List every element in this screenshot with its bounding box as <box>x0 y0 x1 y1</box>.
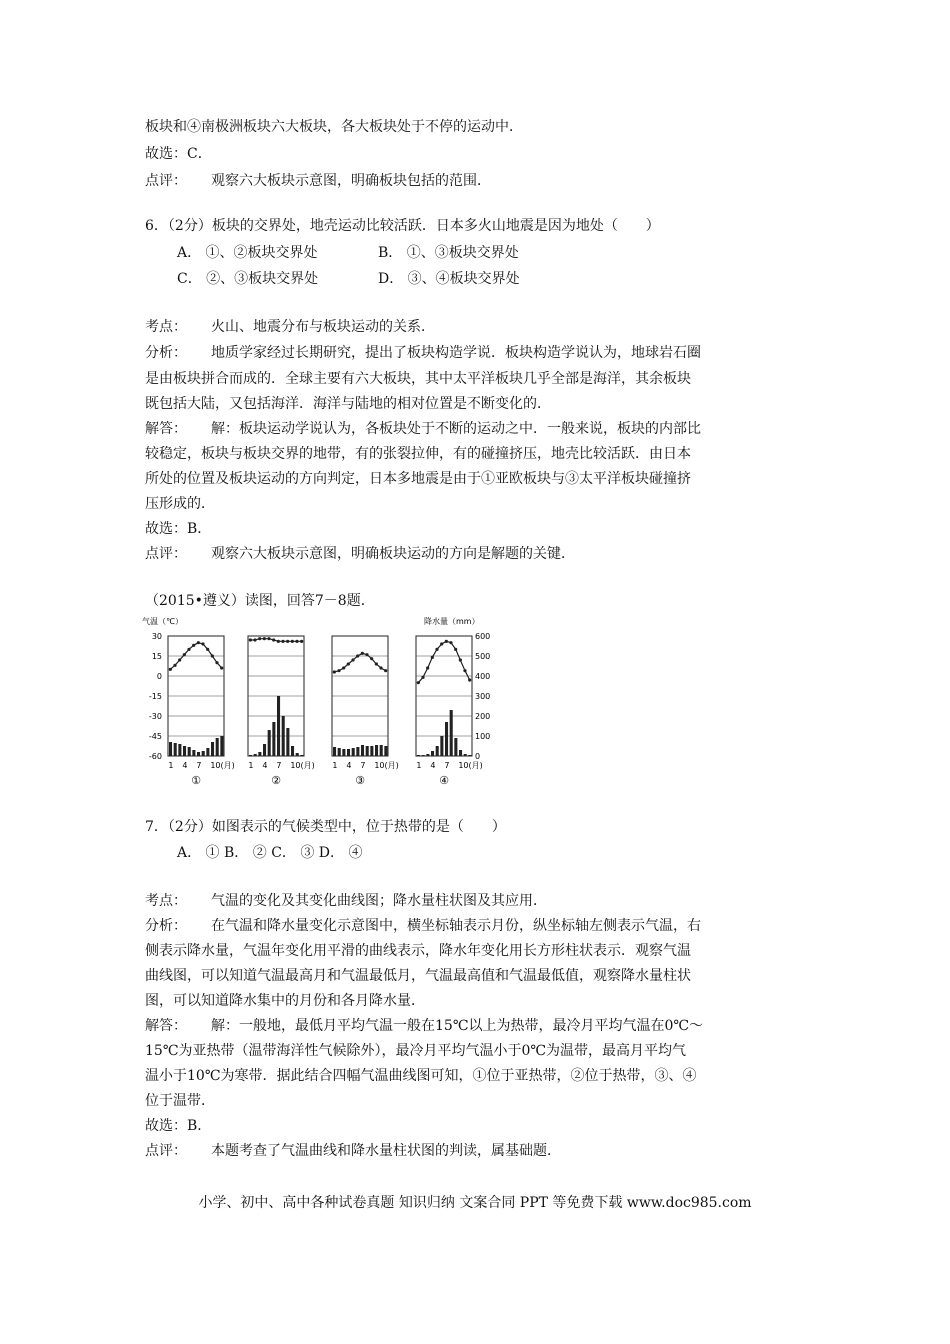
fenxi-text: 地质学家经过长期研究，提出了板块构造学说．板块构造学说认为，地球岩石圈 <box>211 345 701 361</box>
precip-bar <box>183 746 186 756</box>
month-tick-label: 4 <box>262 761 268 770</box>
month-tick-label: 1 <box>332 761 338 770</box>
jieda-6 <box>145 419 701 439</box>
temp-point <box>375 662 378 665</box>
temp-line <box>250 639 301 642</box>
precip-bar <box>342 749 345 756</box>
jieda-7-line3: 温小于10℃为寒带．据此结合四幅气温曲线图可知，①位于亚热带，②位于热带，③、④ <box>145 1068 697 1084</box>
question-7: 7．（2分）如图表示的气候类型中，位于热带的是（ ） <box>145 819 506 835</box>
temp-point <box>431 656 434 659</box>
precip-bar <box>356 747 359 756</box>
precip-tick-label: 400 <box>475 672 491 681</box>
comment-label: 点评： <box>145 173 187 189</box>
fenxi-7-line2: 侧表示降水量，气温年变化用平滑的曲线表示，降水年变化用长方形柱状表示．观察气温 <box>145 943 691 959</box>
precip-tick-label: 600 <box>475 632 491 641</box>
month-tick-label: 4 <box>430 761 436 770</box>
jieda-7 <box>145 1016 703 1036</box>
precip-bar <box>174 743 177 756</box>
temp-point <box>173 664 176 667</box>
temp-axis-label: 气温（℃） <box>142 617 183 626</box>
temp-point <box>183 653 186 656</box>
temp-point <box>337 669 340 672</box>
temp-point <box>263 637 266 640</box>
month-tick-label: 1 <box>168 761 174 770</box>
precip-bar <box>263 744 266 756</box>
dianping-label: 点评： <box>145 1143 187 1159</box>
precip-bar <box>445 722 448 756</box>
dianping-text: 本题考查了气温曲线和降水量柱状图的判读，属基础题． <box>211 1143 561 1159</box>
temp-tick-label: -15 <box>148 692 162 701</box>
q6-option-c: C． ②、③板块交界处 <box>177 271 319 287</box>
jieda-6-line2: 较稳定，板块与板块交界的地带，有的张裂拉伸，有的碰撞挤压，地壳比较活跃．由日本 <box>145 446 691 462</box>
kaodian-6 <box>145 317 435 337</box>
temp-point <box>379 666 382 669</box>
temp-point <box>370 657 373 660</box>
temp-point <box>347 662 350 665</box>
temp-point <box>435 648 438 651</box>
q7-options: A． ① B． ② C． ③ D． ④ <box>177 845 363 861</box>
temp-point <box>201 642 204 645</box>
temp-tick-label: 30 <box>151 632 162 641</box>
temp-point <box>449 641 452 644</box>
kaodian-label: 考点： <box>145 893 187 909</box>
answer-7: 故选：B． <box>145 1118 212 1134</box>
fenxi-text: 在气温和降水量变化示意图中，横坐标轴表示月份，纵坐标轴左侧表示气温，右 <box>211 918 701 934</box>
climate-charts-svg <box>142 612 522 790</box>
precip-bar <box>380 745 383 756</box>
dianping-text: 观察六大板块示意图，明确板块运动的方向是解题的关键． <box>211 546 575 562</box>
precip-bar <box>277 696 280 756</box>
panel-label: ① <box>191 774 201 787</box>
temp-point <box>365 653 368 656</box>
precip-bar <box>220 736 223 756</box>
fenxi-6 <box>145 343 701 363</box>
temp-tick-label: -60 <box>148 752 162 761</box>
temp-point <box>187 648 190 651</box>
precip-bar <box>384 746 387 756</box>
month-tick-label: 7 <box>444 761 450 770</box>
precip-bar <box>286 728 289 756</box>
precip-bar <box>197 752 200 756</box>
dianping-6 <box>145 544 575 564</box>
precip-bar <box>282 716 285 756</box>
precip-bar <box>249 755 252 756</box>
q6-option-b: B． ①、③板块交界处 <box>378 245 519 261</box>
jieda-label: 解答： <box>145 1018 187 1034</box>
precip-tick-label: 300 <box>475 692 491 701</box>
precip-bar <box>454 738 457 756</box>
precip-bar <box>333 747 336 756</box>
month-tick-label: 1 <box>248 761 254 770</box>
precip-bar <box>422 755 425 756</box>
temp-point <box>426 666 429 669</box>
temp-tick-label: 15 <box>151 652 162 661</box>
temp-point <box>249 638 252 641</box>
precip-bar <box>417 755 420 756</box>
fenxi-6-line2: 是由板块拼合而成的．全球主要有六大板块，其中太平洋板块几乎全部是海洋，其余板块 <box>145 371 691 387</box>
dianping-label: 点评： <box>145 546 187 562</box>
temp-point <box>291 640 294 643</box>
precip-bar <box>192 750 195 756</box>
temp-point <box>272 638 275 641</box>
fenxi-6-line3: 既包括大陆，又包括海洋．海洋与陆地的相对位置是不断变化的． <box>145 396 551 412</box>
temp-point <box>267 637 270 640</box>
precip-bar <box>338 748 341 756</box>
jieda-6-line4: 压形成的． <box>145 496 215 512</box>
temp-point <box>192 644 195 647</box>
temp-point <box>197 641 200 644</box>
month-tick-label: 4 <box>182 761 188 770</box>
temp-line <box>418 641 469 682</box>
month-tick-label: 10(月) <box>374 761 399 770</box>
dianping-7 <box>145 1141 561 1161</box>
precip-bar <box>258 752 261 756</box>
temp-tick-label: -30 <box>148 712 162 721</box>
temp-point <box>215 661 218 664</box>
jieda-text: 解：板块运动学说认为，各板块处于不断的运动之中．一般来说，板块的内部比 <box>211 421 701 437</box>
temp-point <box>211 654 214 657</box>
fenxi-7-line4: 图，可以知道降水集中的月份和各月降水量． <box>145 993 425 1009</box>
temp-point <box>468 678 471 681</box>
temp-point <box>421 676 424 679</box>
temp-point <box>253 638 256 641</box>
temp-point <box>220 666 223 669</box>
temp-point <box>463 669 466 672</box>
intro-7-8: （2015•遵义）读图，回答7－8题． <box>145 593 375 609</box>
q6-option-d: D． ③、④板块交界处 <box>378 271 520 287</box>
month-tick-label: 4 <box>346 761 352 770</box>
precip-bar <box>211 742 214 756</box>
temp-point <box>342 666 345 669</box>
precip-bar <box>216 738 219 756</box>
temp-point <box>206 648 209 651</box>
precip-bar <box>347 749 350 756</box>
temp-point <box>440 642 443 645</box>
temp-point <box>169 668 172 671</box>
month-tick-label: 10(月) <box>458 761 483 770</box>
fenxi-label: 分析： <box>145 918 187 934</box>
panel-label: ② <box>271 774 281 787</box>
temp-point <box>417 681 420 684</box>
fenxi-7 <box>145 916 701 936</box>
precip-bar <box>291 746 294 756</box>
precip-bar <box>352 748 355 756</box>
panel-label: ③ <box>355 774 365 787</box>
comment-line <box>145 171 491 191</box>
temp-point <box>295 640 298 643</box>
precip-bar <box>436 746 439 756</box>
fenxi-7-line3: 曲线图，可以知道气温最高月和气温最低月，气温最高值和气温最低值，观察降水量柱状 <box>145 968 691 984</box>
jieda-7-line4: 位于温带． <box>145 1093 215 1109</box>
jieda-text: 解：一般地，最低月平均气温一般在15℃以上为热带，最冷月平均气温在0℃～ <box>211 1018 704 1034</box>
kaodian-label: 考点： <box>145 319 187 335</box>
precip-bar <box>178 744 181 756</box>
precip-bar <box>254 754 257 756</box>
precip-bar <box>426 754 429 756</box>
footer: 小学、初中、高中各种试卷真题 知识归纳 文案合同 PPT 等免费下载 www.doc985.com <box>198 1195 752 1211</box>
precip-axis-label: 降水量（mm） <box>424 617 480 626</box>
text-line: 板块和④南极洲板块六大板块，各大板块处于不停的运动中． <box>145 119 523 135</box>
answer-line: 故选：C． <box>145 146 212 162</box>
temp-tick-label: 0 <box>156 672 162 681</box>
q6-option-a: A． ①、②板块交界处 <box>177 245 318 261</box>
kaodian-text: 气温的变化及其变化曲线图；降水量柱状图及其应用． <box>211 893 547 909</box>
temp-point <box>258 637 261 640</box>
fenxi-label: 分析： <box>145 345 187 361</box>
precip-bar <box>296 753 299 756</box>
precip-bar <box>459 750 462 756</box>
precip-bar <box>370 746 373 756</box>
month-tick-label: 7 <box>276 761 282 770</box>
precip-bar <box>169 742 172 756</box>
answer-6: 故选：B． <box>145 521 212 537</box>
precip-bar <box>300 755 303 756</box>
climate-charts-figure <box>142 612 522 790</box>
precip-tick-label: 200 <box>475 712 491 721</box>
precip-tick-label: 100 <box>475 732 491 741</box>
kaodian-text: 火山、地震分布与板块运动的关系． <box>211 319 435 335</box>
month-tick-label: 1 <box>416 761 422 770</box>
temp-point <box>445 640 448 643</box>
comment-text: 观察六大板块示意图，明确板块包括的范围． <box>211 173 491 189</box>
temp-point <box>333 670 336 673</box>
precip-tick-label: 500 <box>475 652 491 661</box>
temp-tick-label: -45 <box>148 732 162 741</box>
temp-point <box>356 654 359 657</box>
panel-label: ④ <box>439 774 449 787</box>
jieda-label: 解答： <box>145 421 187 437</box>
temp-point <box>178 658 181 661</box>
precip-bar <box>468 755 471 756</box>
precip-bar <box>206 748 209 756</box>
temp-point <box>384 669 387 672</box>
temp-point <box>351 658 354 661</box>
precip-bar <box>440 736 443 756</box>
temp-point <box>281 640 284 643</box>
precip-bar <box>375 745 378 756</box>
kaodian-7 <box>145 891 547 911</box>
precip-bar <box>361 745 364 756</box>
precip-bar <box>431 751 434 756</box>
temp-point <box>286 640 289 643</box>
temp-point <box>454 648 457 651</box>
precip-bar <box>272 722 275 756</box>
question-6: 6．（2分）板块的交界处，地壳运动比较活跃．日本多火山地震是因为地处（ ） <box>145 218 660 234</box>
precip-bar <box>464 754 467 756</box>
precip-bar <box>188 747 191 756</box>
jieda-6-line3: 所处的位置及板块运动的方向判定，日本多地震是由于①亚欧板块与③太平洋板块碰撞挤 <box>145 471 691 487</box>
month-tick-label: 10(月) <box>290 761 315 770</box>
precip-bar <box>268 730 271 756</box>
temp-point <box>277 640 280 643</box>
month-tick-label: 10(月) <box>210 761 235 770</box>
temp-point <box>300 640 303 643</box>
temp-point <box>361 652 364 655</box>
month-tick-label: 7 <box>360 761 366 770</box>
jieda-7-line2: 15℃为亚热带（温带海洋性气候除外），最冷月平均气温小于0℃为温带，最高月平均气 <box>145 1043 687 1059</box>
precip-bar <box>450 710 453 756</box>
precip-tick-label: 0 <box>475 752 481 761</box>
precip-bar <box>202 751 205 756</box>
precip-bar <box>366 746 369 756</box>
month-tick-label: 7 <box>196 761 202 770</box>
temp-point <box>459 658 462 661</box>
